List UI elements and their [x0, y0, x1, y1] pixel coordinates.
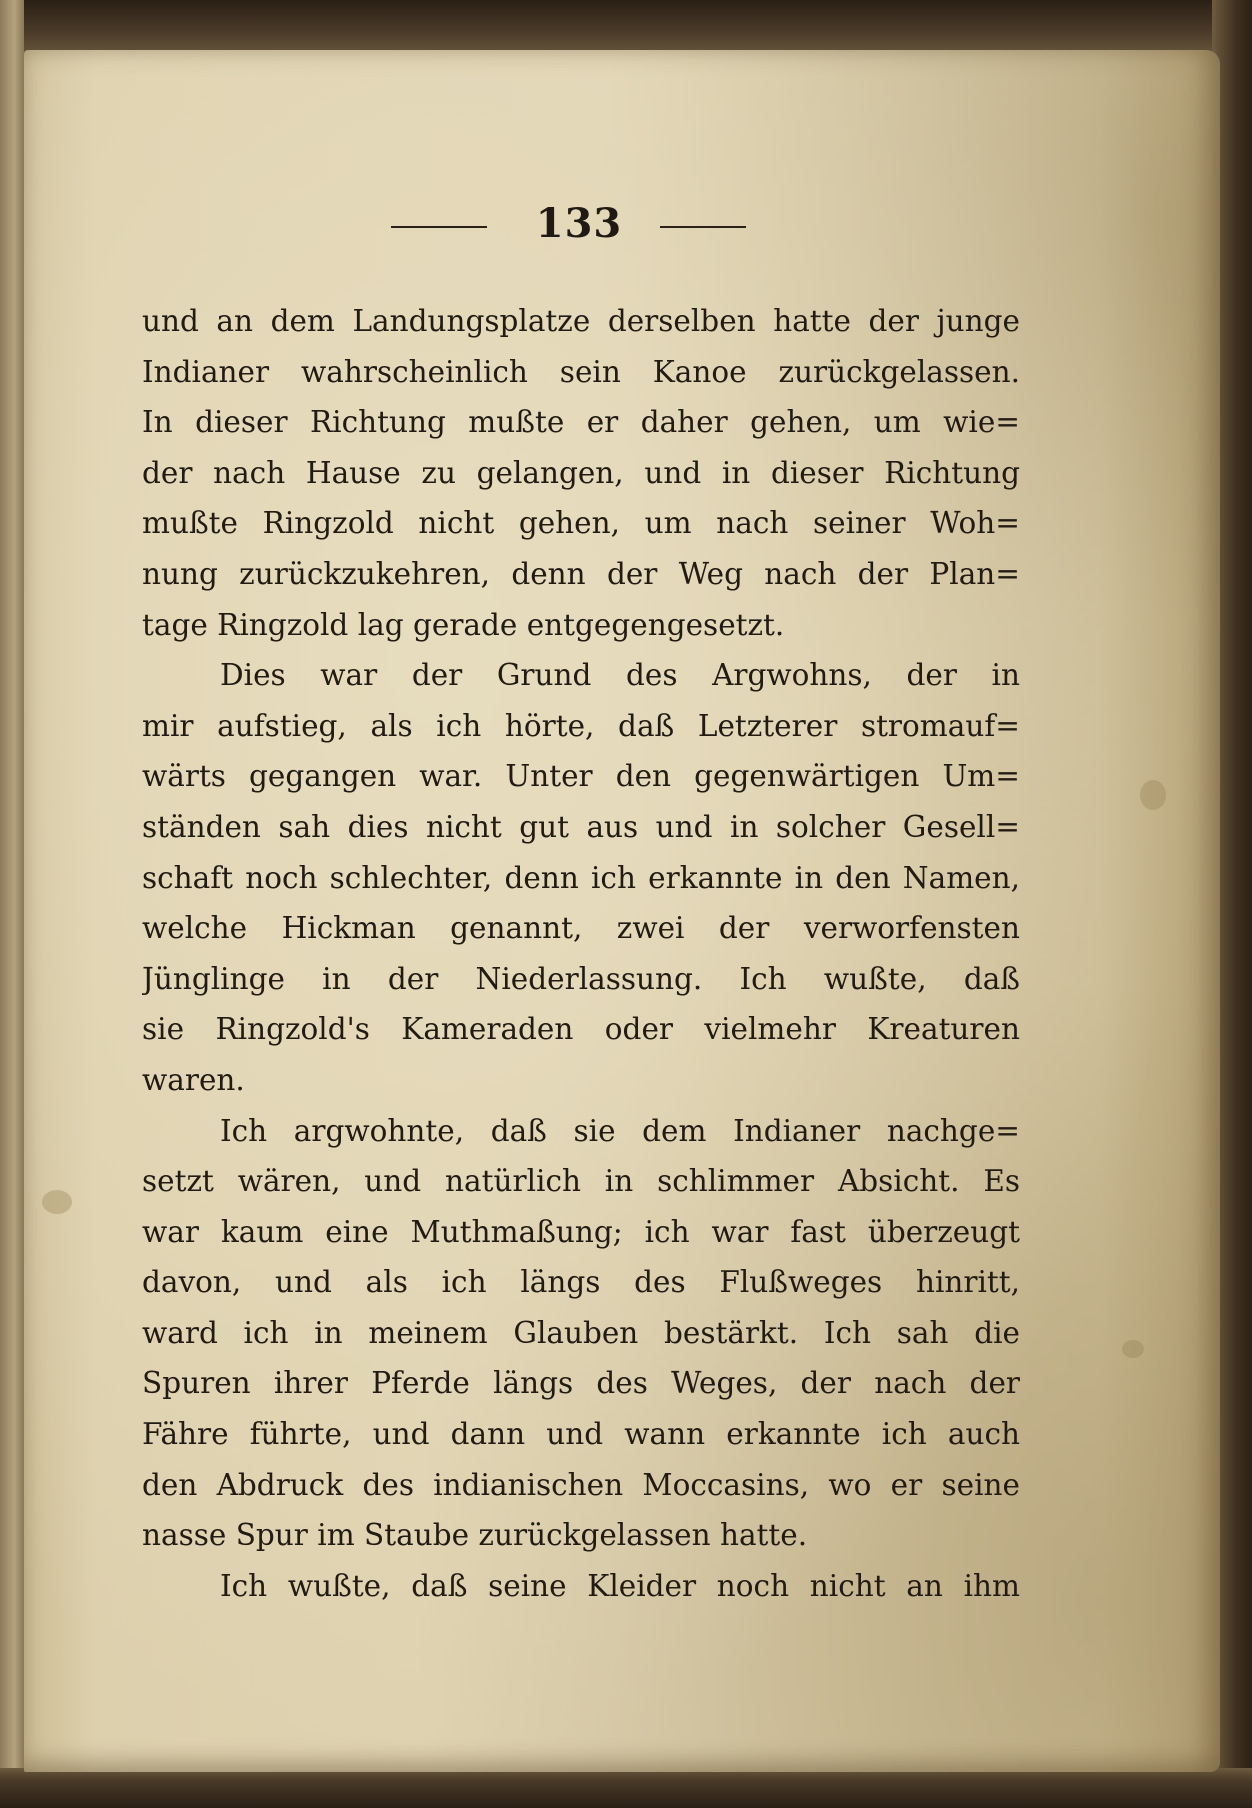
text-line: Dies war der Grund des Argwohns, der in	[220, 658, 1020, 693]
text-line: ward ich in meinem Glauben bestärkt. Ich sah die	[142, 1315, 1020, 1350]
text-line: war kaum eine Muthmaßung; ich war fast überzeugt	[142, 1214, 1020, 1249]
body-text	[142, 296, 1020, 1611]
header-rule-right	[660, 226, 746, 228]
header-rule-left	[391, 226, 487, 228]
page-header	[24, 198, 1220, 258]
text-line: Ich argwohnte, daß sie dem Indianer nachge=	[220, 1113, 1020, 1148]
text-line: In dieser Richtung mußte er daher gehen, um wie=	[142, 405, 1020, 440]
text-line: schaft noch schlechter, denn ich erkannte in den Namen,	[142, 860, 1020, 895]
text-line: Fähre führte, und dann und wann erkannte ich auch	[142, 1417, 1020, 1452]
text-line: welche Hickman genannt, zwei der verworfensten	[142, 911, 1020, 946]
text-line: ständen sah dies nicht gut aus und in solcher Gesell=	[142, 809, 1020, 844]
text-line: setzt wären, und natürlich in schlimmer Absicht. Es	[142, 1164, 1020, 1199]
text-line: sie Ringzold's Kameraden oder vielmehr Kreaturen	[142, 1012, 1020, 1047]
paper-stain	[1140, 780, 1166, 810]
book-binding-edge	[0, 0, 24, 1808]
text-line: nung zurückzukehren, denn der Weg nach der Plan=	[142, 556, 1020, 591]
text-line: tage Ringzold lag gerade entgegengesetzt.	[142, 607, 785, 642]
text-line: Indianer wahrscheinlich sein Kanoe zurückgelassen.	[142, 354, 1020, 389]
text-line: Jünglinge in der Niederlassung. Ich wußte, daß	[142, 961, 1020, 996]
text-line: mir aufstieg, als ich hörte, daß Letzterer stromauf=	[142, 708, 1020, 743]
text-line: waren.	[142, 1062, 245, 1097]
text-line: Ich wußte, daß seine Kleider noch nicht an ihm	[220, 1568, 1020, 1603]
paper-stain	[42, 1190, 72, 1214]
text-line: und an dem Landungsplatze derselben hatte der junge	[142, 304, 1020, 338]
text-line: davon, und als ich längs des Flußweges hinritt,	[142, 1265, 1020, 1300]
paper-stain	[1122, 1340, 1144, 1358]
text-line: mußte Ringzold nicht gehen, um nach seiner Woh=	[142, 506, 1020, 541]
page-number: 133	[535, 200, 623, 247]
text-line: wärts gegangen war. Unter den gegenwärtigen Um=	[142, 759, 1020, 794]
book-cover-bottom-edge	[0, 1768, 1252, 1808]
text-line: den Abdruck des indianischen Moccasins, wo er seine	[142, 1467, 1020, 1502]
text-line: der nach Hause zu gelangen, und in dieser Richtung	[142, 455, 1020, 490]
text-line: Spuren ihrer Pferde längs des Weges, der nach der	[142, 1366, 1020, 1401]
book-page	[24, 50, 1220, 1772]
text-line: nasse Spur im Staube zurückgelassen hatte.	[142, 1518, 808, 1553]
